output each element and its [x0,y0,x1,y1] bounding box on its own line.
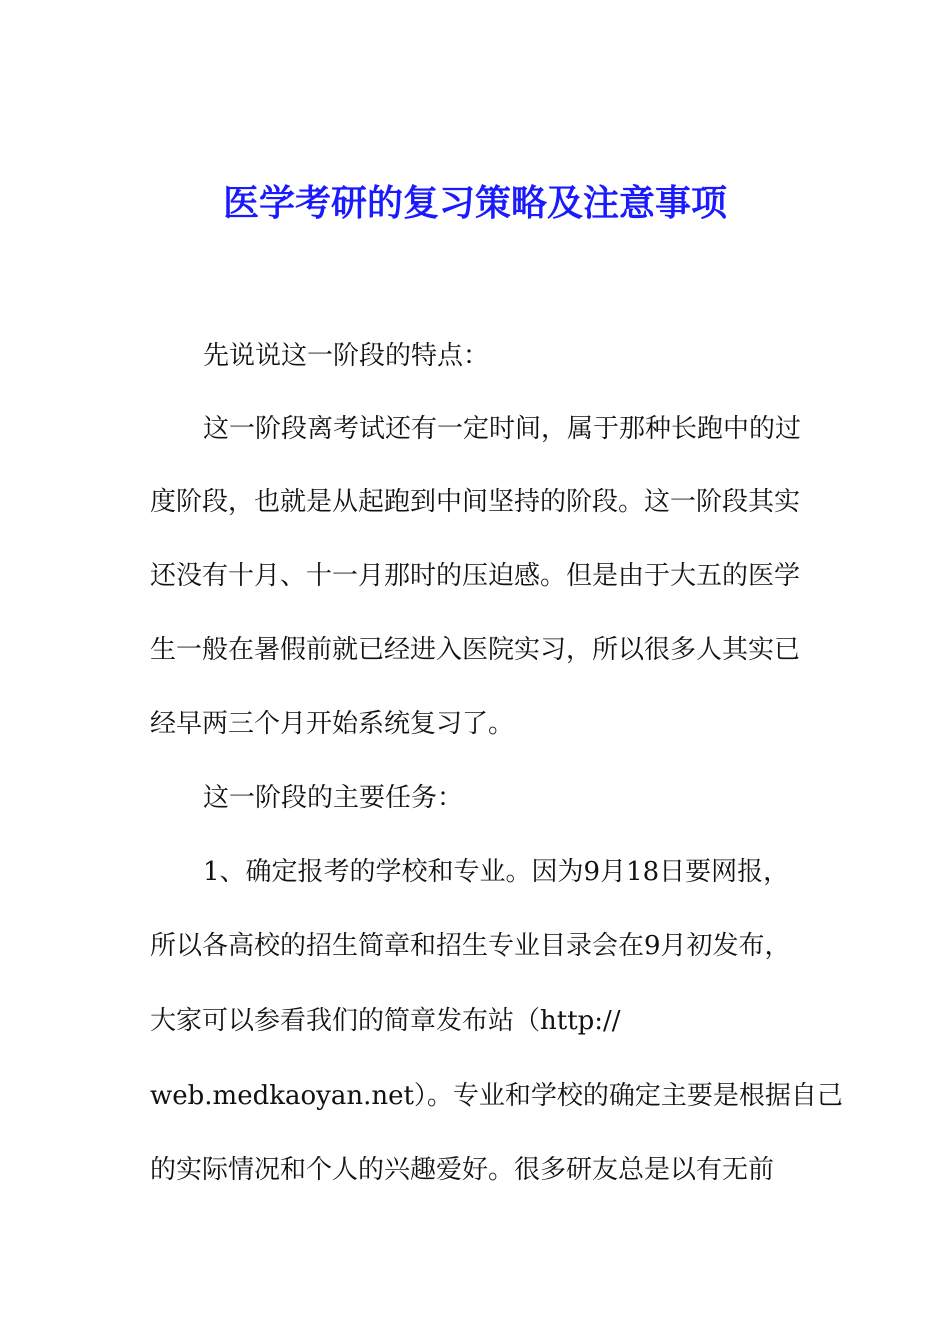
paragraph-line-3: 度阶段，也就是从起跑到中间坚持的阶段。这一阶段其实 [150,487,801,517]
paragraph-line-4: 还没有十月、十一月那时的压迫感。但是由于大五的医学 [150,561,801,591]
paragraph-line-12: 的实际情况和个人的兴趣爱好。很多研友总是以有无前 [150,1155,775,1185]
paragraph-line-9: 所以各高校的招生简章和招生专业目录会在9月初发布， [150,931,791,961]
paragraph-line-7: 这一阶段的主要任务： [203,783,464,813]
paragraph-line-6: 经早两三个月开始系统复习了。 [150,709,515,739]
paragraph-line-11: web.medkaoyan.net）。专业和学校的确定主要是根据自己 [150,1081,843,1111]
paragraph-line-8: 1、确定报考的学校和专业。因为9月18日要网报， [203,857,790,887]
paragraph-line-10: 大家可以参看我们的简章发布站（http:// [150,1006,621,1036]
paragraph-line-1: 先说说这一阶段的特点： [203,341,490,371]
document-title: 医学考研的复习策略及注意事项 [222,182,727,224]
paragraph-line-2: 这一阶段离考试还有一定时间，属于那种长跑中的过 [203,414,802,444]
paragraph-line-5: 生一般在暑假前就已经进入医院实习，所以很多人其实已 [150,635,801,665]
